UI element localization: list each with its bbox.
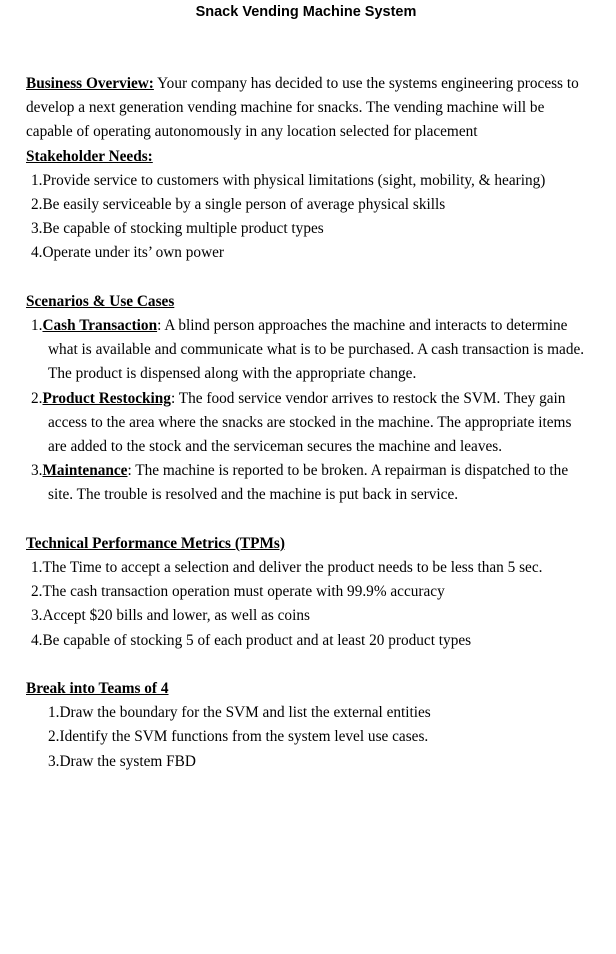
teams-heading: Break into Teams of 4: [26, 680, 169, 698]
stakeholder-needs-heading: Stakeholder Needs:: [26, 147, 153, 165]
tpm-list: [26, 556, 586, 653]
scenarios-list: [26, 314, 586, 508]
list-item: 3.Be capable of stocking multiple product types: [31, 220, 324, 238]
teams-section: [26, 677, 586, 774]
list-item: 2.Be easily serviceable by a single person of average physical skills: [31, 196, 446, 214]
scenarios-heading: Scenarios & Use Cases: [26, 292, 175, 310]
business-overview: [26, 72, 586, 145]
list-item: 3.Accept $20 bills and lower, as well as coins: [31, 607, 310, 625]
list-item: 1.Draw the boundary for the SVM and list the external entities: [48, 704, 431, 722]
teams-list: [26, 701, 586, 774]
stakeholder-needs-section: [26, 145, 586, 266]
tpm-section: [26, 532, 586, 653]
business-overview-text: Your company has decided to use the systems engineering process to develop a next generation vending machine for snacks. The vending machine will be capable of operating autonomously in any location selected for placement: [26, 75, 579, 141]
list-item: 1.Cash Transaction: A blind person approaches the machine and interacts to determine what is available and communicate what is to be purchased. A cash transaction is made. The product is dispensed along with the appropriate change.: [31, 317, 585, 383]
list-item: 1.Provide service to customers with physical limitations (sight, mobility, & hearing): [31, 171, 546, 189]
list-item: 2.Identify the SVM functions from the system level use cases.: [48, 728, 429, 746]
scenario-term: Cash Transaction: [42, 317, 158, 335]
scenario-term: Product Restocking: [42, 389, 171, 407]
list-item: 4.Be capable of stocking 5 of each product and at least 20 product types: [31, 631, 472, 649]
list-item: 3.Draw the system FBD: [48, 752, 196, 770]
tpm-heading: Technical Performance Metrics (TPMs): [26, 534, 285, 552]
list-item: 2.Product Restocking: The food service vendor arrives to restock the SVM. They gain access to the area where the snacks are stocked in the machine. The appropriate items are added to the stock and the serviceman secures the machine and leaves.: [31, 389, 572, 456]
list-item: 3.Maintenance: The machine is reported to be broken. A repairman is dispatched to the site. The trouble is resolved and the machine is put back in service.: [31, 462, 569, 504]
stakeholder-needs-list: [26, 169, 586, 266]
list-item: 4.Operate under its’ own power: [31, 244, 225, 262]
scenario-term: Maintenance: [42, 462, 128, 480]
business-overview-heading: Business Overview:: [26, 75, 154, 92]
list-item: 2.The cash transaction operation must operate with 99.9% accuracy: [31, 583, 445, 601]
page-title: Snack Vending Machine System: [195, 4, 417, 20]
scenarios-section: [26, 290, 586, 508]
list-item: 1.The Time to accept a selection and deliver the product needs to be less than 5 sec.: [31, 559, 543, 577]
document-body: [26, 72, 586, 798]
